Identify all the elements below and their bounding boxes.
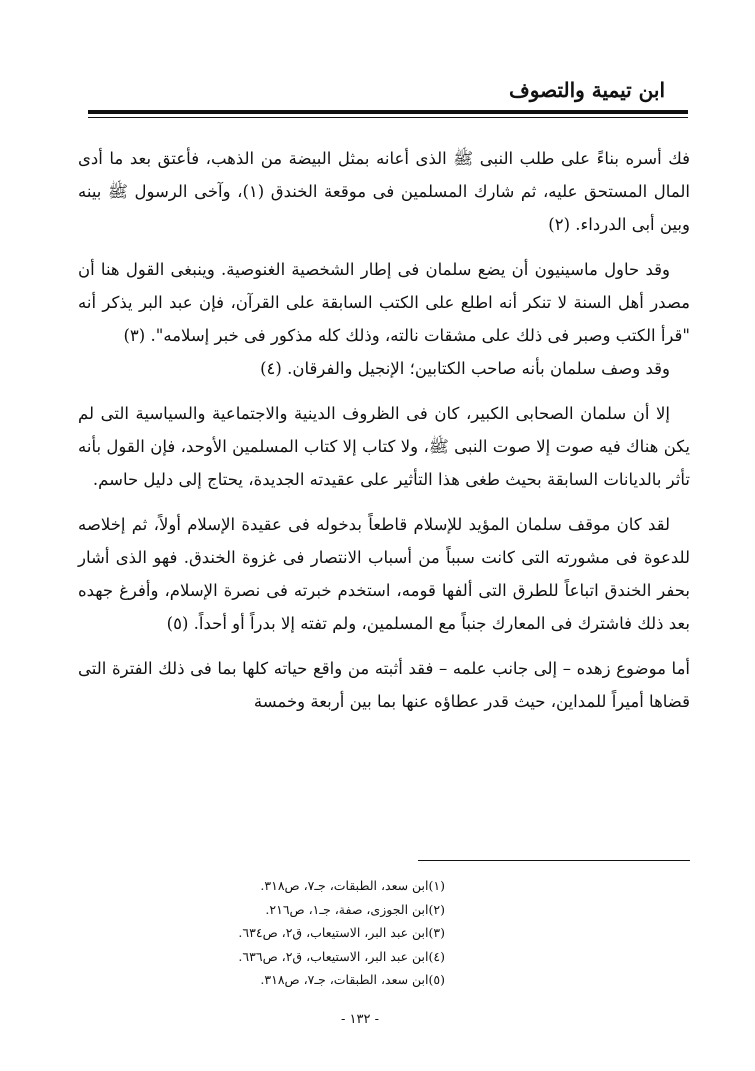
paragraph: لقد كان موقف سلمان المؤيد للإسلام قاطعاً بدخوله فى عقيدة الإسلام أولاً، ثم إخلاصه للدعوة فى مشورته التى كانت سبباً من أسباب الانتصار فى غزوة الخندق. فهو الذى أشار بحفر الخندق اتباعاً للطرق التى ألفها قومه، استخدم خبرته فى نصرة الإسلام، وأفرغ جهده بعد ذلك فاشترك فى المعارك جنباً مع المسلمين، ولم تفته إلا بدراً أو أحداً. (٥) [78, 515, 690, 633]
paragraph: أما موضوع زهده – إلى جانب علمه – فقد أثبته من واقع حياته كلها بما فى ذلك الفترة التى قضاها أميراً للمداين، حيث قدر عطاؤه عنها بما بين أربعة وخمسة [78, 659, 690, 711]
footnotes [195, 874, 445, 992]
header-rule-thick [88, 110, 688, 114]
footnote: (٣)ابن عبد البر، الاستيعاب، ق٢، ص٦٣٤. [238, 925, 445, 940]
footnote-separator [418, 860, 690, 861]
header-rule-thin [88, 117, 688, 118]
paragraph: فك أسره بناءً على طلب النبى ﷺ الذى أعانه بمثل البيضة من الذهب، فأعتق بعد ما أدى المال المستحق عليه، ثم شارك المسلمين فى موقعة الخندق (١)، وآخى الرسول ﷺ بينه وبين أبى الدرداء. (٢) [78, 149, 690, 234]
paragraph: وقد حاول ماسينيون أن يضع سلمان فى إطار الشخصية الغنوصية. وينبغى القول هنا أن مصدر أهل السنة لا تنكر أنه اطلع على الكتب السابقة على القرآن، فإن عبد البر يذكر أنه "قرأ الكتب وصبر فى ذلك على مشقات نالته، وذلك كله مذكور فى خبر إسلامه". (٣) [78, 260, 690, 345]
footnote: (٢)ابن الجوزى، صفة، جـ١، ص٢١٦. [265, 901, 445, 917]
footnote: (١)ابن سعد، الطبقات، جـ٧، ص٣١٨. [260, 878, 445, 893]
main-text [78, 142, 690, 730]
paragraph: وقد وصف سلمان بأنه صاحب الكتابين؛ الإنجيل والفرقان. (٤) [260, 359, 670, 378]
page-number: - ١٣٢ - [340, 1012, 379, 1027]
footnote: (٤)ابن عبد البر، الاستيعاب، ق٢، ص٦٣٦. [238, 948, 445, 964]
paragraph: إلا أن سلمان الصحابى الكبير، كان فى الظروف الدينية والاجتماعية والسياسية التى لم يكن هناك فيه صوت إلا صوت النبى ﷺ، ولا كتاب إلا كتاب المسلمين الأوحد، فإن القول بأنه تأثر بالديانات السابقة بحيث طغى هذا التأثير على عقيدته الجديدة، يحتاج إلى دليل حاسم. [78, 404, 690, 489]
footnote: (٥)ابن سعد، الطبقات، جـ٧، ص٣١٨. [260, 972, 445, 987]
running-head: ابن تيمية والتصوف [509, 78, 665, 102]
